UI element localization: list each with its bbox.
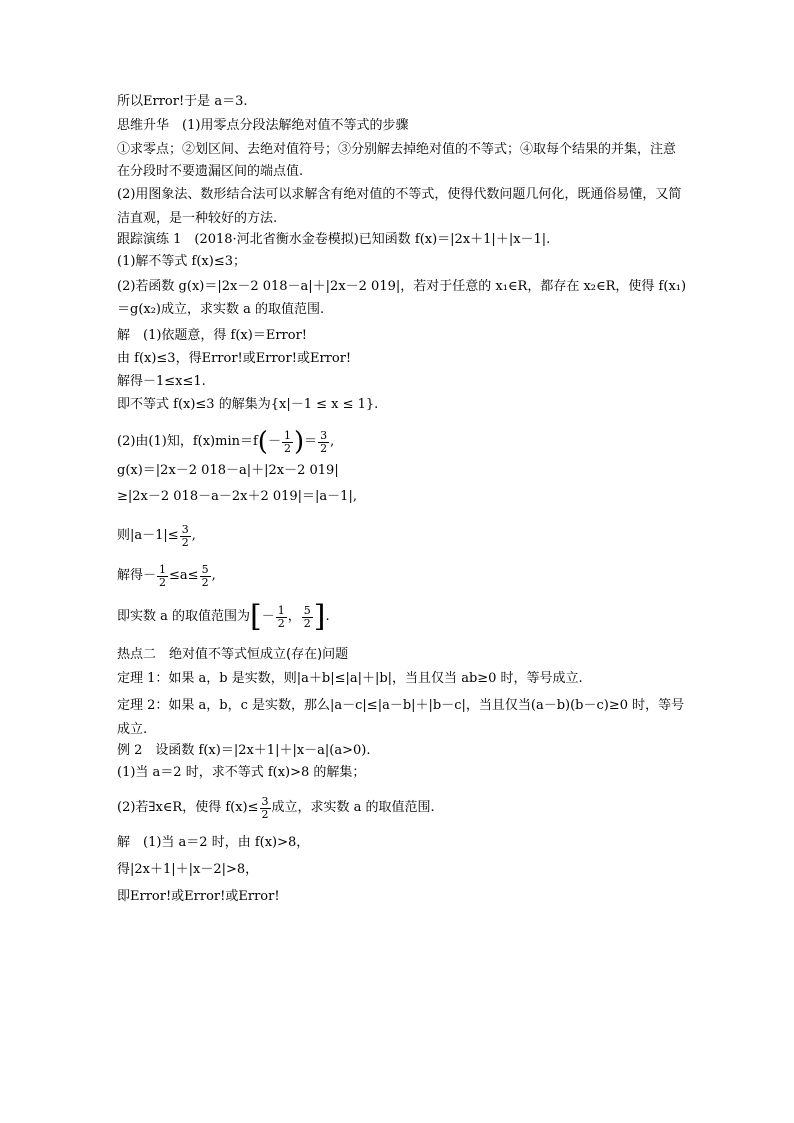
line-range-a xyxy=(117,556,687,596)
line-graph-method xyxy=(117,183,687,231)
denominator: 2 xyxy=(277,616,285,630)
bracket-close: ] xyxy=(313,599,326,634)
text: ≤a≤ xyxy=(169,568,199,583)
minus: － xyxy=(267,434,281,449)
fraction-three-halves xyxy=(318,430,329,455)
text: g(x)＝|2x－2 018－a|＋|2x－2 019| xyxy=(117,463,339,478)
fraction-three-halves-3 xyxy=(260,796,271,821)
denominator: 2 xyxy=(283,441,291,455)
equals: ＝ xyxy=(304,434,318,449)
bracket-open: [ xyxy=(250,599,262,634)
text: 解 (1)依题意，得 f(x)＝Error! xyxy=(117,328,308,343)
line-range-result xyxy=(117,596,687,638)
fraction-half-2 xyxy=(157,564,168,589)
text: 即不等式 f(x)≤3 的解集为{x|－1 ≤ x ≤ 1}. xyxy=(117,397,379,412)
numerator: 3 xyxy=(320,428,328,442)
denominator: 2 xyxy=(201,575,209,589)
label-summary: 思维升华 xyxy=(117,118,170,133)
section-heading xyxy=(117,646,687,670)
fraction-five-halves xyxy=(200,564,211,589)
line-exercise-part2 xyxy=(117,275,687,321)
text: ①求零点；②划区间、去绝对值符号；③分别解去掉绝对值的不等式；④取每个结果的并集，注意在分段时不要遗漏区间的端点值. xyxy=(117,142,677,179)
line-example-title xyxy=(117,742,687,764)
paren-open: ( xyxy=(257,427,268,457)
text: (1)用零点分段法解绝对值不等式的步骤 xyxy=(182,118,409,133)
numerator: 5 xyxy=(201,562,209,576)
line-gx-bound xyxy=(117,488,687,516)
line-exercise-part1 xyxy=(117,253,687,275)
text: 成立，求实数 a 的取值范围. xyxy=(271,800,435,815)
period: . xyxy=(325,609,330,624)
line-solution-1 xyxy=(117,327,687,350)
text: 解得－1≤x≤1. xyxy=(117,374,206,389)
line-theorem-2 xyxy=(117,694,687,742)
line-example-solution-1 xyxy=(117,834,687,861)
text: (2)若函数 g(x)＝|2x－2 018－a|＋|2x－2 019|，若对于任意的 x₁∈R，都存在 x₂∈R，使得 f(x₁)＝g(x₂)成立，求实数 a 的取值范围. xyxy=(117,279,687,317)
comma: , xyxy=(211,568,216,583)
text: 即Error!或Error!或Error! xyxy=(117,889,280,904)
line-fmin xyxy=(117,422,687,462)
paren-close: ) xyxy=(293,427,305,457)
numerator: 1 xyxy=(283,428,291,442)
text: 则|a－1|≤ xyxy=(117,528,179,543)
text: 得|2x＋1|＋|x－2|>8， xyxy=(117,862,259,877)
text: 例 2 设函数 f(x)＝|2x＋1|＋|x－a|(a>0). xyxy=(117,743,371,758)
denominator: 2 xyxy=(261,807,269,821)
line-solution-3 xyxy=(117,373,687,396)
line-abs-bound xyxy=(117,516,687,556)
fraction-half xyxy=(282,430,293,455)
text: 由 f(x)≤3，得Error!或Error!或Error! xyxy=(117,351,352,366)
text: 定理 2：如果 a，b，c 是实数，那么|a－c|≤|a－b|＋|b－c|，当且仅当(a－b)(b－c)≥0 时，等号成立. xyxy=(117,698,685,737)
text: (2)由(1)知，f(x)min＝f xyxy=(117,434,258,449)
line-example-solution-3 xyxy=(117,888,687,915)
fraction-half-3 xyxy=(276,605,287,630)
denominator: 2 xyxy=(159,575,167,589)
text: 即实数 a 的取值范围为 xyxy=(117,609,251,624)
line-gx xyxy=(117,462,687,488)
line-exercise-title xyxy=(117,231,687,253)
text: ≥|2x－2 018－a－2x＋2 019|＝|a－1|, xyxy=(117,489,357,504)
denominator: 2 xyxy=(303,616,311,630)
fraction-five-halves-2 xyxy=(302,605,313,630)
text: 解 (1)当 a＝2 时，由 f(x)>8， xyxy=(117,835,310,850)
minus: － xyxy=(261,609,275,624)
text: 跟踪演练 1 (2018·河北省衡水金卷模拟)已知函数 f(x)＝|2x＋1|＋|x－1|. xyxy=(117,232,551,247)
text: 解得－ xyxy=(117,568,157,583)
line-solution-2 xyxy=(117,350,687,373)
line-summary-heading xyxy=(117,117,687,139)
numerator: 1 xyxy=(277,603,285,617)
comma: , xyxy=(330,434,335,449)
denominator: 2 xyxy=(181,535,189,549)
line-solution-set xyxy=(117,396,687,422)
text: (2)若∃x∈R，使得 f(x)≤ xyxy=(117,800,259,815)
numerator: 1 xyxy=(159,562,167,576)
line-example-part2 xyxy=(117,788,687,828)
denominator: 2 xyxy=(320,441,328,455)
line-steps xyxy=(117,139,687,183)
text: (1)解不等式 f(x)≤3； xyxy=(117,254,246,269)
text: 定理 1：如果 a，b 是实数，则|a＋b|≤|a|＋|b|，当且仅当 ab≥0 时，等号成立. xyxy=(117,671,583,686)
comma: ， xyxy=(287,609,301,624)
line-example-solution-2 xyxy=(117,861,687,888)
text: 热点二 绝对值不等式恒成立(存在)问题 xyxy=(117,647,349,662)
text: (2)用图象法、数形结合法可以求解含有绝对值的不等式，使得代数问题几何化，既通俗易懂，又简洁直观，是一种较好的方法. xyxy=(117,187,682,226)
document-body xyxy=(117,93,687,915)
numerator: 3 xyxy=(261,794,269,808)
fraction-three-halves-2 xyxy=(180,524,191,549)
text: 所以Error!于是 a＝3. xyxy=(117,94,248,109)
line-theorem-1 xyxy=(117,670,687,694)
numerator: 3 xyxy=(181,522,189,536)
line-conclusion xyxy=(117,93,687,117)
numerator: 5 xyxy=(303,603,311,617)
comma: , xyxy=(191,528,196,543)
line-example-part1 xyxy=(117,764,687,788)
text: (1)当 a＝2 时，求不等式 f(x)>8 的解集； xyxy=(117,765,366,780)
